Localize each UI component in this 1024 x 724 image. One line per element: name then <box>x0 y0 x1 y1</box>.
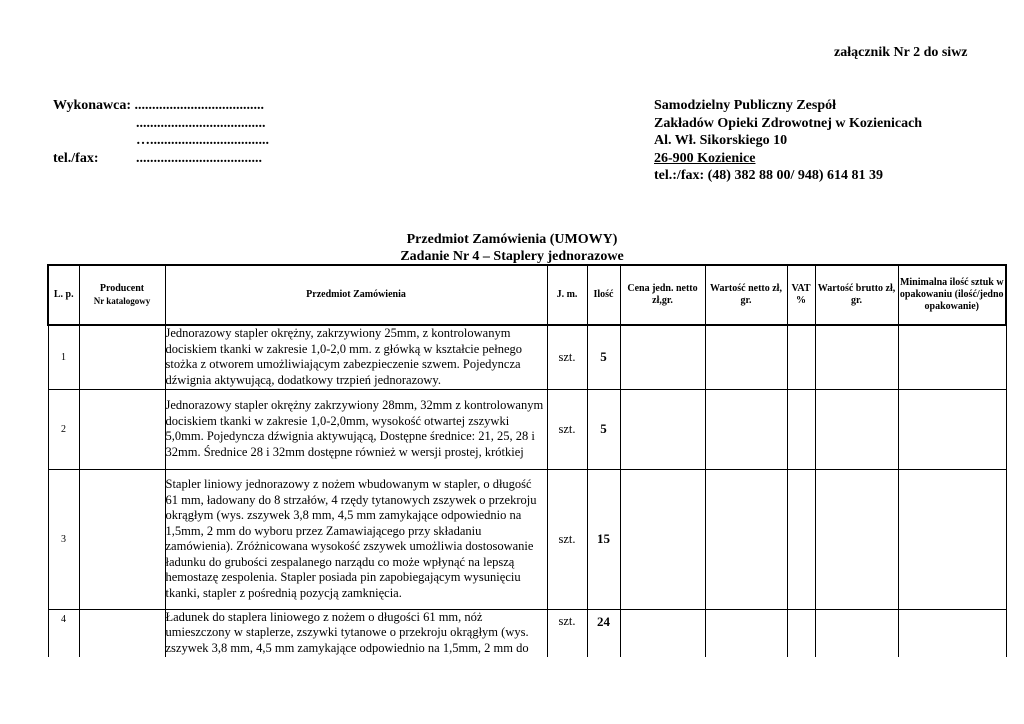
header-lp: L. p. <box>48 265 79 325</box>
row-min-pack-cell <box>898 325 1006 389</box>
recipient-line-2: Zakładów Opieki Zdrowotnej w Kozienicach <box>654 115 923 131</box>
table-row <box>48 609 1006 657</box>
header-catalog-label: Nr katalogowy <box>93 296 151 306</box>
header-producer-label: Producent <box>99 283 145 294</box>
row-description: Ładunek do staplera liniowego z nożem o długości 61 mm, nóż umieszczony w staplerze, zszywki tytanowe o przekroju okrągłym (wys. zszywek 3,8 mm, 4,5 mm zamykające odpowiednio na 1,5mm, 2 mm do <box>165 609 547 657</box>
row-min-pack-cell <box>898 469 1006 609</box>
header-min-pack: Minimalna ilość sztuk w opakowaniu (ilość/jedno opakowanie) <box>898 265 1006 325</box>
row-vat-cell <box>787 389 815 469</box>
header-unit: J. m. <box>547 265 587 325</box>
row-net-value-cell <box>705 389 787 469</box>
header-qty: Ilość <box>587 265 620 325</box>
row-unit-price-cell <box>620 609 705 657</box>
row-unit: szt. <box>547 389 587 469</box>
phone-label: tel./fax: <box>53 150 99 166</box>
row-qty: 5 <box>587 389 620 469</box>
row-gross-value-cell <box>815 325 898 389</box>
phone-line: .................................... <box>136 150 262 166</box>
row-gross-value-cell <box>815 469 898 609</box>
table-row <box>48 469 1006 609</box>
row-net-value-cell <box>705 325 787 389</box>
recipient-line-1: Samodzielny Publiczny Zespół <box>654 98 837 113</box>
row-unit-price-cell <box>620 325 705 389</box>
row-gross-value-cell <box>815 609 898 657</box>
row-lp: 4 <box>48 609 79 657</box>
row-lp: 3 <box>48 469 79 609</box>
header-producer <box>79 265 165 325</box>
title-line-1: Przedmiot Zamówienia (UMOWY) <box>406 232 618 247</box>
row-net-value-cell <box>705 609 787 657</box>
header-vat: VAT % <box>787 265 815 325</box>
row-description: Jednorazowy stapler okrężny zakrzywiony 28mm, 32mm z kontrolowanym dociskiem tkanki w zakresie 1,0-2,0mm, wysokość otwartej zszywki 5,0mm. Pojedyncza dźwignia aktywującą, Dostępne średnice: 21, 25, 28 i 32mm. Średnice 28 i 32mm dostępne również w wersji prostej, krótkiej <box>165 389 547 469</box>
row-net-value-cell <box>705 469 787 609</box>
contractor-line-1: ..................................... <box>134 98 265 113</box>
recipient-line-3: Al. Wł. Sikorskiego 10 <box>654 133 788 148</box>
row-unit-price-cell <box>620 389 705 469</box>
contractor-line-3: ….................................. <box>136 133 269 148</box>
row-vat-cell <box>787 325 815 389</box>
row-gross-value-cell <box>815 389 898 469</box>
recipient-line-5: tel.:/fax: (48) 382 88 00/ 948) 614 81 39 <box>654 168 884 183</box>
row-lp: 2 <box>48 389 79 469</box>
row-producer-cell <box>79 609 165 657</box>
row-min-pack-cell <box>898 389 1006 469</box>
header-net-value: Wartość netto zł, gr. <box>705 265 787 325</box>
row-qty: 15 <box>587 469 620 609</box>
table-header-row <box>48 265 1006 325</box>
title-line-2: Zadanie Nr 4 – Staplery jednorazowe <box>400 249 624 264</box>
items-table <box>47 264 1007 657</box>
attachment-label: załącznik Nr 2 do siwz <box>834 45 968 60</box>
table-row <box>48 325 1006 389</box>
row-description: Stapler liniowy jednorazowy z nożem wbudowanym w stapler, o długość 61 mm, ładowany do 8 strzałów, 4 rzędy tytanowych zszywek o przekroju okrągłym (wys. zszywek 3,8 mm, 4,5 mm zamykające odpowiednio na 1,5mm, 2 mm do wyboru przez Zamawiającego przy składaniu zamówienia). Zróżnicowana wysokość zszywek umożliwia dostosowanie ładunku do grubości zespalanego narządu co może wpłynąć na lepszą hemostazę zespolenia. Stapler posiada pin zapobiegającym wysunięciu tkanki, stapler z pośrednią pozycją zamknięcia. <box>165 469 547 609</box>
row-description: Jednorazowy stapler okrężny, zakrzywiony 25mm, z kontrolowanym dociskiem tkanki w zakresie 1,0-2,0 mm. z główką w kształcie pełnego stożka z otworem umożliwiającym zabezpieczenie szwem. Pojedyncza dźwignia aktywującą, dodatkowy trzpień jednorazowy. <box>165 325 547 389</box>
row-vat-cell <box>787 609 815 657</box>
row-unit: szt. <box>547 325 587 389</box>
row-unit: szt. <box>547 469 587 609</box>
row-unit: szt. <box>547 609 587 657</box>
row-producer-cell <box>79 325 165 389</box>
row-vat-cell <box>787 469 815 609</box>
contractor-line-2: ..................................... <box>136 115 266 131</box>
header-unit-price: Cena jedn. netto zł,gr. <box>620 265 705 325</box>
row-qty: 24 <box>587 609 620 657</box>
contractor-label: Wykonawca: <box>53 98 132 113</box>
header-gross-value: Wartość brutto zł, gr. <box>815 265 898 325</box>
row-producer-cell <box>79 469 165 609</box>
row-qty: 5 <box>587 325 620 389</box>
row-lp: 1 <box>48 325 79 389</box>
row-unit-price-cell <box>620 469 705 609</box>
row-producer-cell <box>79 389 165 469</box>
row-min-pack-cell <box>898 609 1006 657</box>
recipient-line-4: 26-900 Kozienice <box>654 150 756 166</box>
header-subject: Przedmiot Zamówienia <box>165 265 547 325</box>
table-row <box>48 389 1006 469</box>
